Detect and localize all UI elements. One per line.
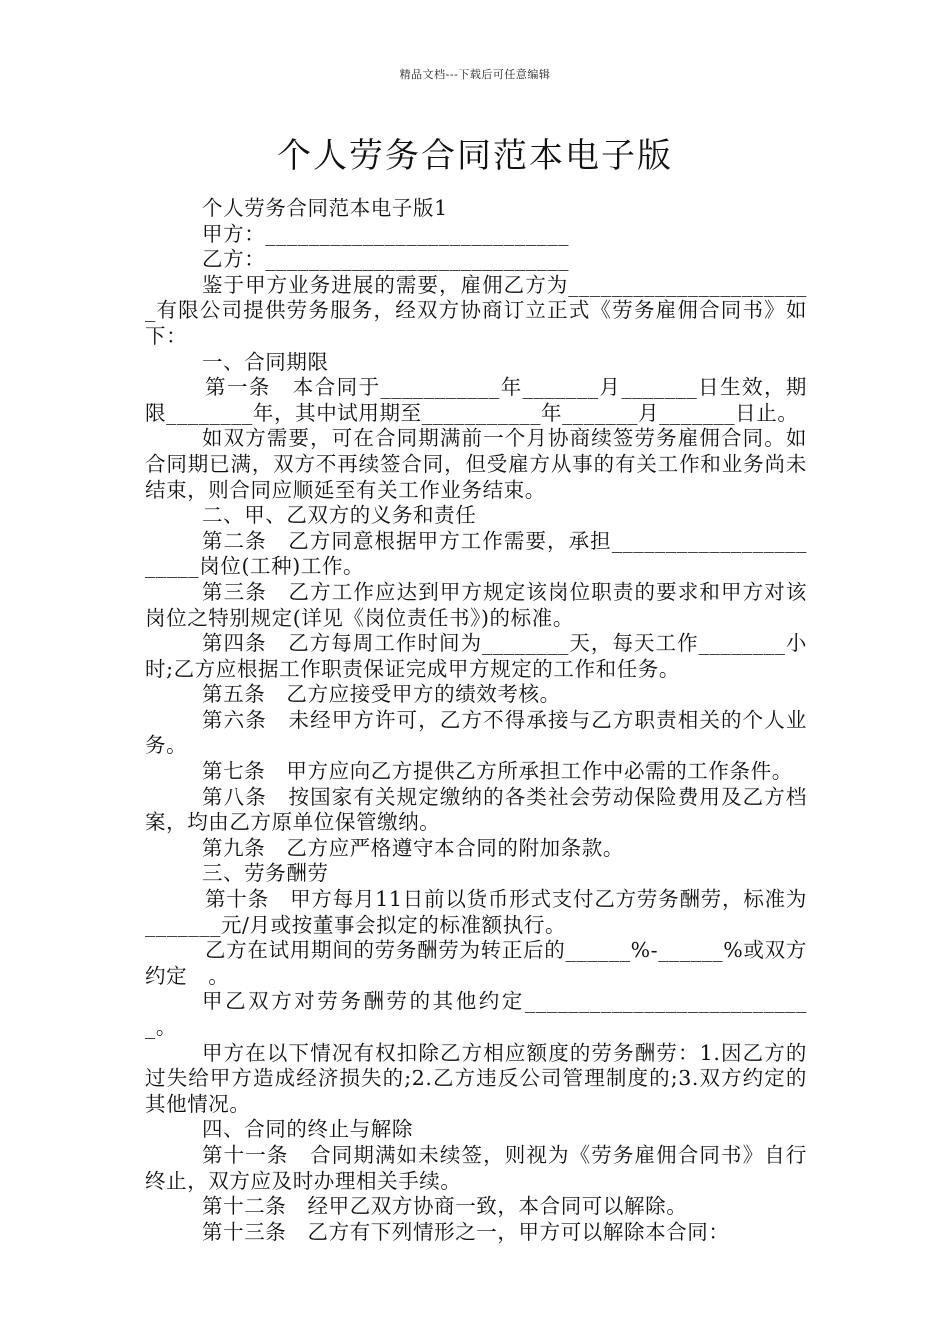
paragraph: 如双方需要，可在合同期满前一个月协商续签劳务雇佣合同。如合同期已满，双方不再续签合同，但受雇方从事的有关工作和业务尚未结束，则合同应顺延至有关工作业务结束。 <box>145 426 807 502</box>
section-heading: 三、劳务酬劳 <box>202 861 329 886</box>
paragraph: 甲方在以下情况有权扣除乙方相应额度的劳务酬劳：1.因乙方的过失给甲方造成经济损失的;2.乙方违反公司管理制度的;3.双方约定的其他情况。 <box>145 1040 807 1116</box>
preamble: 鉴于甲方业务进展的需要，雇佣乙方为_______________________有限公司提供劳务服务，经双方协商订立正式《劳务雇佣合同书》如下： <box>145 272 807 348</box>
article-13: 第十三条 乙方有下列情形之一，甲方可以解除本合同： <box>202 1219 730 1244</box>
page-header: 精品文档---下载后可任意编辑 <box>399 68 551 81</box>
article-12: 第十二条 经甲乙双方协商一致，本合同可以解除。 <box>202 1194 688 1219</box>
section-heading: 四、合同的终止与解除 <box>202 1117 413 1142</box>
article-8: 第八条 按国家有关规定缴纳的各类社会劳动保险费用及乙方档案，均由乙方原单位保管缴纳。 <box>145 784 807 835</box>
document-body <box>145 196 807 1245</box>
article-6: 第六条 未经甲方许可，乙方不得承接与乙方职责相关的个人业务。 <box>145 707 807 758</box>
article-1: 第一条 本合同于___________年_______月_______日生效，期限________年，其中试用期至___________年_______月_______日止。 <box>145 375 807 425</box>
article-2: 第二条 乙方同意根据甲方工作需要，承担_______________________岗位(工种)工作。 <box>145 528 807 579</box>
paragraph: 甲乙双方对劳务酬劳的其他约定___________________________。 <box>145 989 807 1039</box>
article-7: 第七条 甲方应向乙方提供乙方所承担工作中必需的工作条件。 <box>202 759 793 784</box>
article-3: 第三条 乙方工作应达到甲方规定该岗位职责的要求和甲方对该岗位之特别规定(详见《岗位责任书》)的标准。 <box>145 579 807 630</box>
article-5: 第五条 乙方应接受甲方的绩效考核。 <box>202 682 561 707</box>
article-9: 第九条 乙方应严格遵守本合同的附加条款。 <box>202 835 624 860</box>
subtitle: 个人劳务合同范本电子版1 <box>202 196 448 220</box>
section-heading: 一、合同期限 <box>202 349 329 374</box>
paragraph: 乙方在试用期间的劳务酬劳为转正后的______%-______%或双方约定 。 <box>145 938 807 988</box>
article-10: 第十条 甲方每月11日前以货币形式支付乙方劳务酬劳，标准为_______元/月或按董事会拟定的标准额执行。 <box>145 887 807 937</box>
document-title: 个人劳务合同范本电子版 <box>277 136 673 176</box>
article-4: 第四条 乙方每周工作时间为________天，每天工作________小时;乙方应根据工作职责保证完成甲方规定的工作和任务。 <box>145 631 807 681</box>
article-11: 第十一条 合同期满如未续签，则视为《劳务雇佣合同书》自行终止，双方应及时办理相关手续。 <box>145 1142 807 1193</box>
section-heading: 二、甲、乙双方的义务和责任 <box>202 503 477 528</box>
party-a-line: 甲方：____________________________ <box>202 221 570 246</box>
party-b-line: 乙方：____________________________ <box>202 247 570 272</box>
